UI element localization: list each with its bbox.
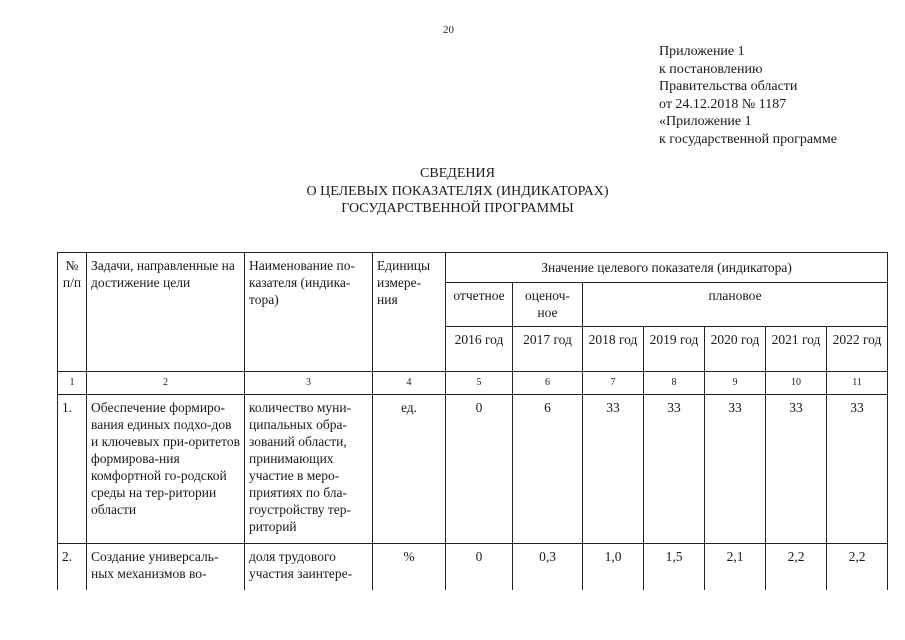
table-row xyxy=(58,395,888,544)
document-title xyxy=(0,165,905,218)
appendix-line: Правительства области xyxy=(659,79,798,94)
header-units: Единицы измере-ния xyxy=(373,253,446,372)
row-indicator: доля трудового участия заинтере- xyxy=(245,544,373,590)
header-reported: отчетное xyxy=(446,283,513,327)
row-value: 1,0 xyxy=(583,544,644,590)
column-number: 5 xyxy=(446,372,513,395)
row-value: 1,5 xyxy=(644,544,705,590)
row-value: 2,2 xyxy=(827,544,888,590)
row-value: 2,2 xyxy=(766,544,827,590)
row-value: 33 xyxy=(827,395,888,544)
row-value: 0 xyxy=(446,544,513,590)
appendix-line: Приложение 1 xyxy=(659,44,745,59)
header-year: 2016 год xyxy=(446,327,513,372)
column-number: 7 xyxy=(583,372,644,395)
row-value: 33 xyxy=(766,395,827,544)
column-number: 10 xyxy=(766,372,827,395)
row-value: 0,3 xyxy=(513,544,583,590)
column-number: 2 xyxy=(87,372,245,395)
appendix-line: к постановлению xyxy=(659,61,763,77)
appendix-line: к государственной программе xyxy=(659,131,837,147)
row-value: 33 xyxy=(644,395,705,544)
row-num: 2. xyxy=(58,544,87,590)
column-number: 9 xyxy=(705,372,766,395)
header-year: 2021 год xyxy=(766,327,827,372)
row-value: 33 xyxy=(583,395,644,544)
row-num: 1. xyxy=(58,395,87,544)
column-number-row xyxy=(58,372,888,395)
row-indicator: количество муни-ципальных обра-зований области, принимающих участие в меро-приятиях по бла-гоустройству тер-риторий xyxy=(245,395,373,544)
column-number: 4 xyxy=(373,372,446,395)
indicators-table xyxy=(57,252,888,590)
header-year: 2019 год xyxy=(644,327,705,372)
row-value: 6 xyxy=(513,395,583,544)
page-number: 20 xyxy=(443,24,454,36)
appendix-line: от 24.12.2018 № 1187 xyxy=(659,96,787,112)
header-year: 2020 год xyxy=(705,327,766,372)
row-value: 33 xyxy=(705,395,766,544)
title-line: О ЦЕЛЕВЫХ ПОКАЗАТЕЛЯХ (ИНДИКАТОРАХ) xyxy=(306,183,609,199)
table-row xyxy=(58,544,888,590)
appendix-line: «Приложение 1 xyxy=(659,114,752,129)
header-tasks: Задачи, направленные на достижение цели xyxy=(87,253,245,372)
appendix-block xyxy=(659,43,837,148)
header-year: 2022 год xyxy=(827,327,888,372)
row-value: 2,1 xyxy=(705,544,766,590)
column-number: 3 xyxy=(245,372,373,395)
header-indicator-name: Наименование по-казателя (индика-тора) xyxy=(245,253,373,372)
column-number: 6 xyxy=(513,372,583,395)
column-number: 8 xyxy=(644,372,705,395)
column-number: 1 xyxy=(58,372,87,395)
header-num: № п/п xyxy=(58,253,87,372)
header-year: 2018 год xyxy=(583,327,644,372)
title-line: ГОСУДАРСТВЕННОЙ ПРОГРАММЫ xyxy=(341,201,574,216)
row-task: Создание универсаль-ных механизмов во- xyxy=(87,544,245,590)
row-task: Обеспечение формиро-вания единых подхо-дов и ключевых при-оритетов формирова-ния комфортной го-родской среды на тер-ритории области xyxy=(87,395,245,544)
row-unit: % xyxy=(373,544,446,590)
header-year: 2017 год xyxy=(513,327,583,372)
header-planned: плановое xyxy=(583,283,888,327)
title-line: СВЕДЕНИЯ xyxy=(420,166,495,181)
header-value-group: Значение целевого показателя (индикатора) xyxy=(446,253,888,283)
header-estimated: оценоч-ное xyxy=(513,283,583,327)
column-number: 11 xyxy=(827,372,888,395)
row-unit: ед. xyxy=(373,395,446,544)
row-value: 0 xyxy=(446,395,513,544)
